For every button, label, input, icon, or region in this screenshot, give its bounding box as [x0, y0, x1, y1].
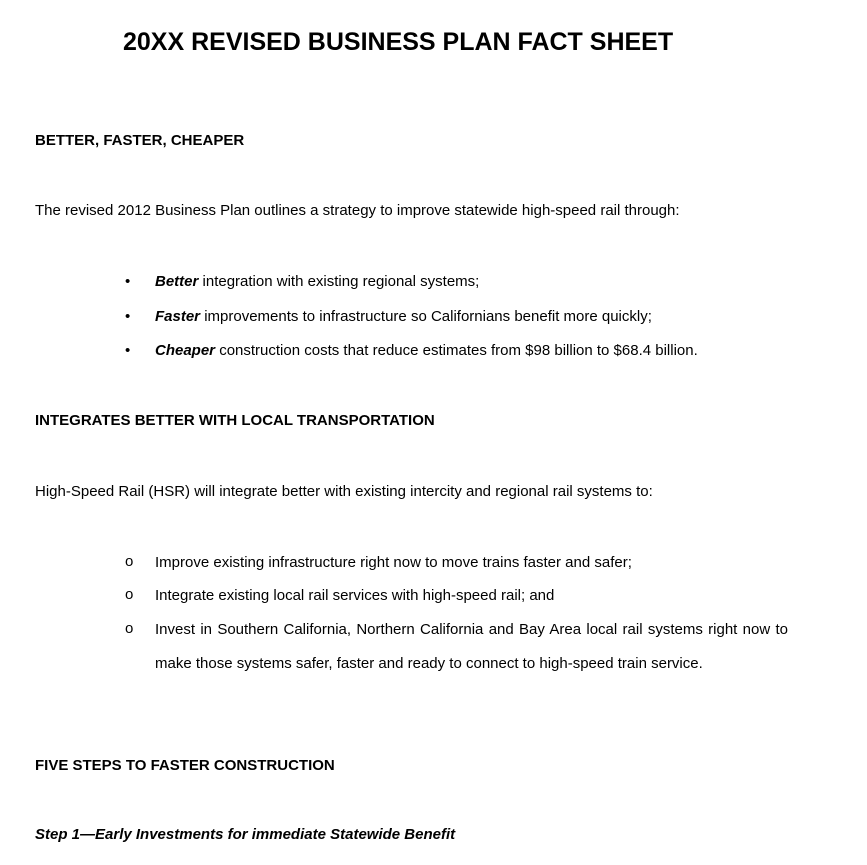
section1-intro: The revised 2012 Business Plan outlines a strategy to improve statewide high-speed rail through:: [35, 202, 680, 219]
section2-intro: High-Speed Rail (HSR) will integrate better with existing intercity and regional rail systems to:: [35, 483, 653, 500]
step-1-heading: Step 1—Early Investments for immediate Statewide Benefit: [35, 826, 456, 843]
bullet-icon: •: [125, 308, 131, 325]
bullet-text: integration with existing regional systems;: [198, 273, 480, 290]
page-title: 20XX REVISED BUSINESS PLAN FACT SHEET: [123, 28, 674, 56]
bullet-text: construction costs that reduce estimates from $98 billion to $68.4 billion.: [215, 342, 698, 359]
section-heading-better-faster-cheaper: BETTER, FASTER, CHEAPER: [35, 132, 245, 149]
bullet-icon: •: [125, 273, 131, 290]
list-item-text: Integrate existing local rail services with high-speed rail; and: [155, 587, 555, 604]
list-item-text: Invest in Southern California, Northern California and Bay Area local rail systems right now to make those systems safer, faster and ready to connect to high-speed train service.: [155, 621, 788, 672]
bullet-icon: •: [125, 342, 131, 359]
section-heading-integrates-better: INTEGRATES BETTER WITH LOCAL TRANSPORTATION: [35, 412, 435, 429]
circle-bullet-icon: o: [125, 586, 134, 603]
bullet-bold-word: Faster: [155, 308, 201, 325]
list-item-text: Improve existing infrastructure right now to move trains faster and safer;: [155, 554, 632, 571]
circle-bullet-icon: o: [125, 553, 134, 570]
bullet-bold-word: Better: [155, 273, 199, 290]
bullet-bold-word: Cheaper: [155, 342, 216, 359]
circle-bullet-icon: o: [125, 620, 134, 637]
section-heading-five-steps: FIVE STEPS TO FASTER CONSTRUCTION: [35, 757, 335, 774]
bullet-text: improvements to infrastructure so Californians benefit more quickly;: [200, 308, 652, 325]
